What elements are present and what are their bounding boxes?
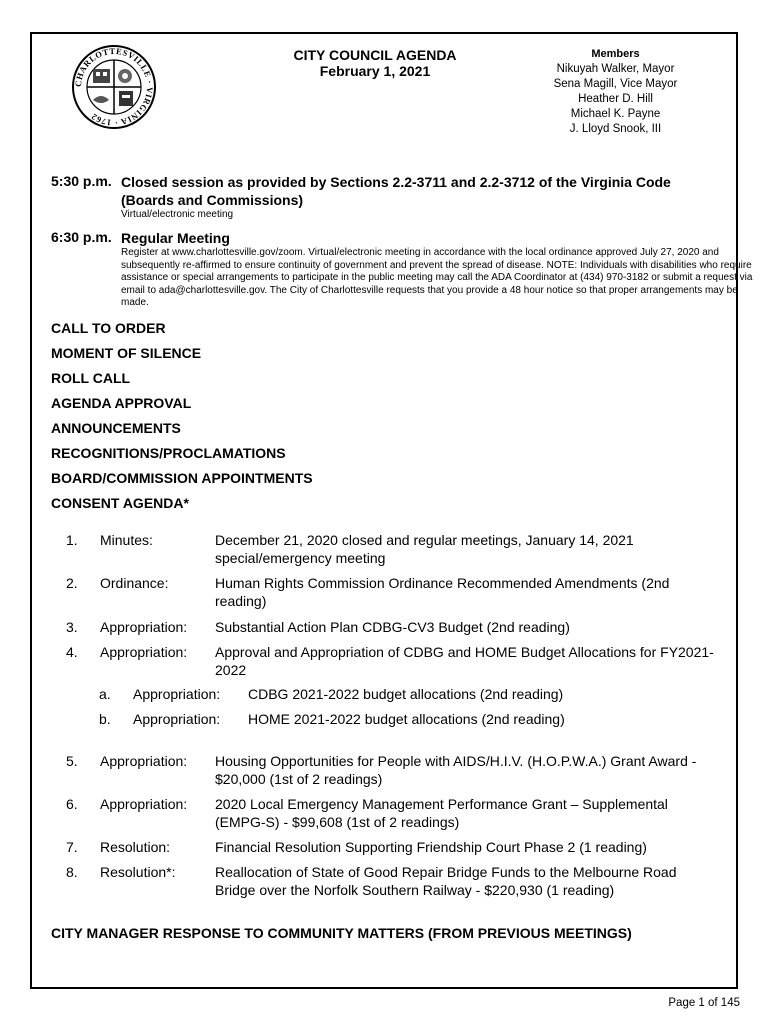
item-category: Appropriation: (100, 796, 188, 812)
member-name: Heather D. Hill (578, 93, 653, 105)
item-description: 2020 Local Emergency Management Performance Grant – Supplemental (EMPG-S) - $99,608 (1st of 2 readings) (215, 796, 668, 830)
heading-agenda-approval: AGENDA APPROVAL (51, 395, 192, 411)
item-number: 4. (66, 644, 78, 660)
item-description: Human Rights Commission Ordinance Recommended Amendments (2nd reading) (215, 575, 670, 609)
agenda-date: February 1, 2021 (319, 63, 431, 79)
item-category: Minutes: (100, 532, 153, 548)
agenda-title-block (270, 47, 480, 80)
item-category: Appropriation: (133, 711, 221, 727)
heading-appointments: BOARD/COMMISSION APPOINTMENTS (51, 470, 313, 486)
member-name: Sena Magill, Vice Mayor (553, 78, 678, 90)
heading-consent-agenda: CONSENT AGENDA* (51, 495, 189, 511)
item-description: Financial Resolution Supporting Friendship Court Phase 2 (1 reading) (215, 839, 647, 855)
item-number: 6. (66, 796, 78, 812)
member-name: Michael K. Payne (570, 108, 661, 120)
item-category: Appropriation: (100, 753, 188, 769)
item-description: December 21, 2020 closed and regular meetings, January 14, 2021 special/emergency meeting (215, 532, 634, 566)
item-number: 8. (66, 864, 78, 880)
item-number: 2. (66, 575, 78, 591)
heading-moment-of-silence: MOMENT OF SILENCE (51, 345, 202, 361)
item-number: 7. (66, 839, 78, 855)
item-description: Substantial Action Plan CDBG-CV3 Budget (2nd reading) (215, 619, 570, 635)
item-description: Housing Opportunities for People with AIDS/H.I.V. (H.O.P.W.A.) Grant Award - $20,000 (1st of 2 readings) (215, 753, 697, 787)
item-description: Approval and Appropriation of CDBG and HOME Budget Allocations for FY2021-2022 (215, 644, 714, 678)
heading-city-manager-response: CITY MANAGER RESPONSE TO COMMUNITY MATTERS (FROM PREVIOUS MEETINGS) (51, 925, 632, 941)
subitem-letter: a. (99, 686, 111, 702)
seal-text: CHARLOTTESVILLE · VIRGINIA · 1762 (72, 45, 156, 129)
item-description: CDBG 2021-2022 budget allocations (2nd reading) (248, 686, 564, 702)
members-heading: Members (591, 48, 640, 60)
page-number: Page 1 of 145 (668, 997, 740, 1009)
item-category: Appropriation: (100, 644, 188, 660)
item-category: Ordinance: (100, 575, 169, 591)
item-category: Appropriation: (133, 686, 221, 702)
session-note: Register at www.charlottesville.gov/zoom. Virtual/electronic meeting in accordance with the local ordinance approved July 27, 2020 and subsequently re-affirmed to ensure continuity of government and prevent the spread of disease. NOTE: Individuals with disabilities who require assistance or special arrangements to participate in the public meeting may call the ADA Coordinator at (434) 970-3182 or submit a request via email to ada@charlottesville.gov. The City of Charlottesville requests that you provide a 48 hour notice so that proper arrangements may be made. (121, 247, 753, 308)
session-time: 5:30 p.m. (51, 173, 112, 189)
agenda-title: CITY COUNCIL AGENDA (293, 47, 457, 63)
session-title: Closed session as provided by Sections 2.2-3711 and 2.2-3712 of the Virginia Code (Boards and Commissions) (121, 174, 671, 208)
heading-announcements: ANNOUNCEMENTS (51, 420, 181, 436)
item-category: Resolution: (100, 839, 171, 855)
city-seal-icon (71, 44, 157, 130)
heading-call-to-order: CALL TO ORDER (51, 320, 166, 336)
item-description: Reallocation of State of Good Repair Bridge Funds to the Melbourne Road Bridge over the Norfolk Southern Railway - $220,930 (1 reading) (215, 864, 677, 898)
member-name: J. Lloyd Snook, III (569, 123, 662, 135)
member-name: Nikuyah Walker, Mayor (556, 63, 675, 75)
item-category: Appropriation: (100, 619, 188, 635)
session-title: Regular Meeting (121, 230, 230, 246)
session-note: Virtual/electronic meeting (121, 209, 234, 220)
item-number: 5. (66, 753, 78, 769)
heading-recognitions: RECOGNITIONS/PROCLAMATIONS (51, 445, 286, 461)
heading-roll-call: ROLL CALL (51, 370, 131, 386)
item-number: 3. (66, 619, 78, 635)
subitem-letter: b. (99, 711, 111, 727)
item-category: Resolution*: (100, 864, 176, 880)
members-list (518, 47, 713, 137)
item-description: HOME 2021-2022 budget allocations (2nd reading) (248, 711, 565, 727)
session-time: 6:30 p.m. (51, 229, 112, 245)
item-number: 1. (66, 532, 78, 548)
